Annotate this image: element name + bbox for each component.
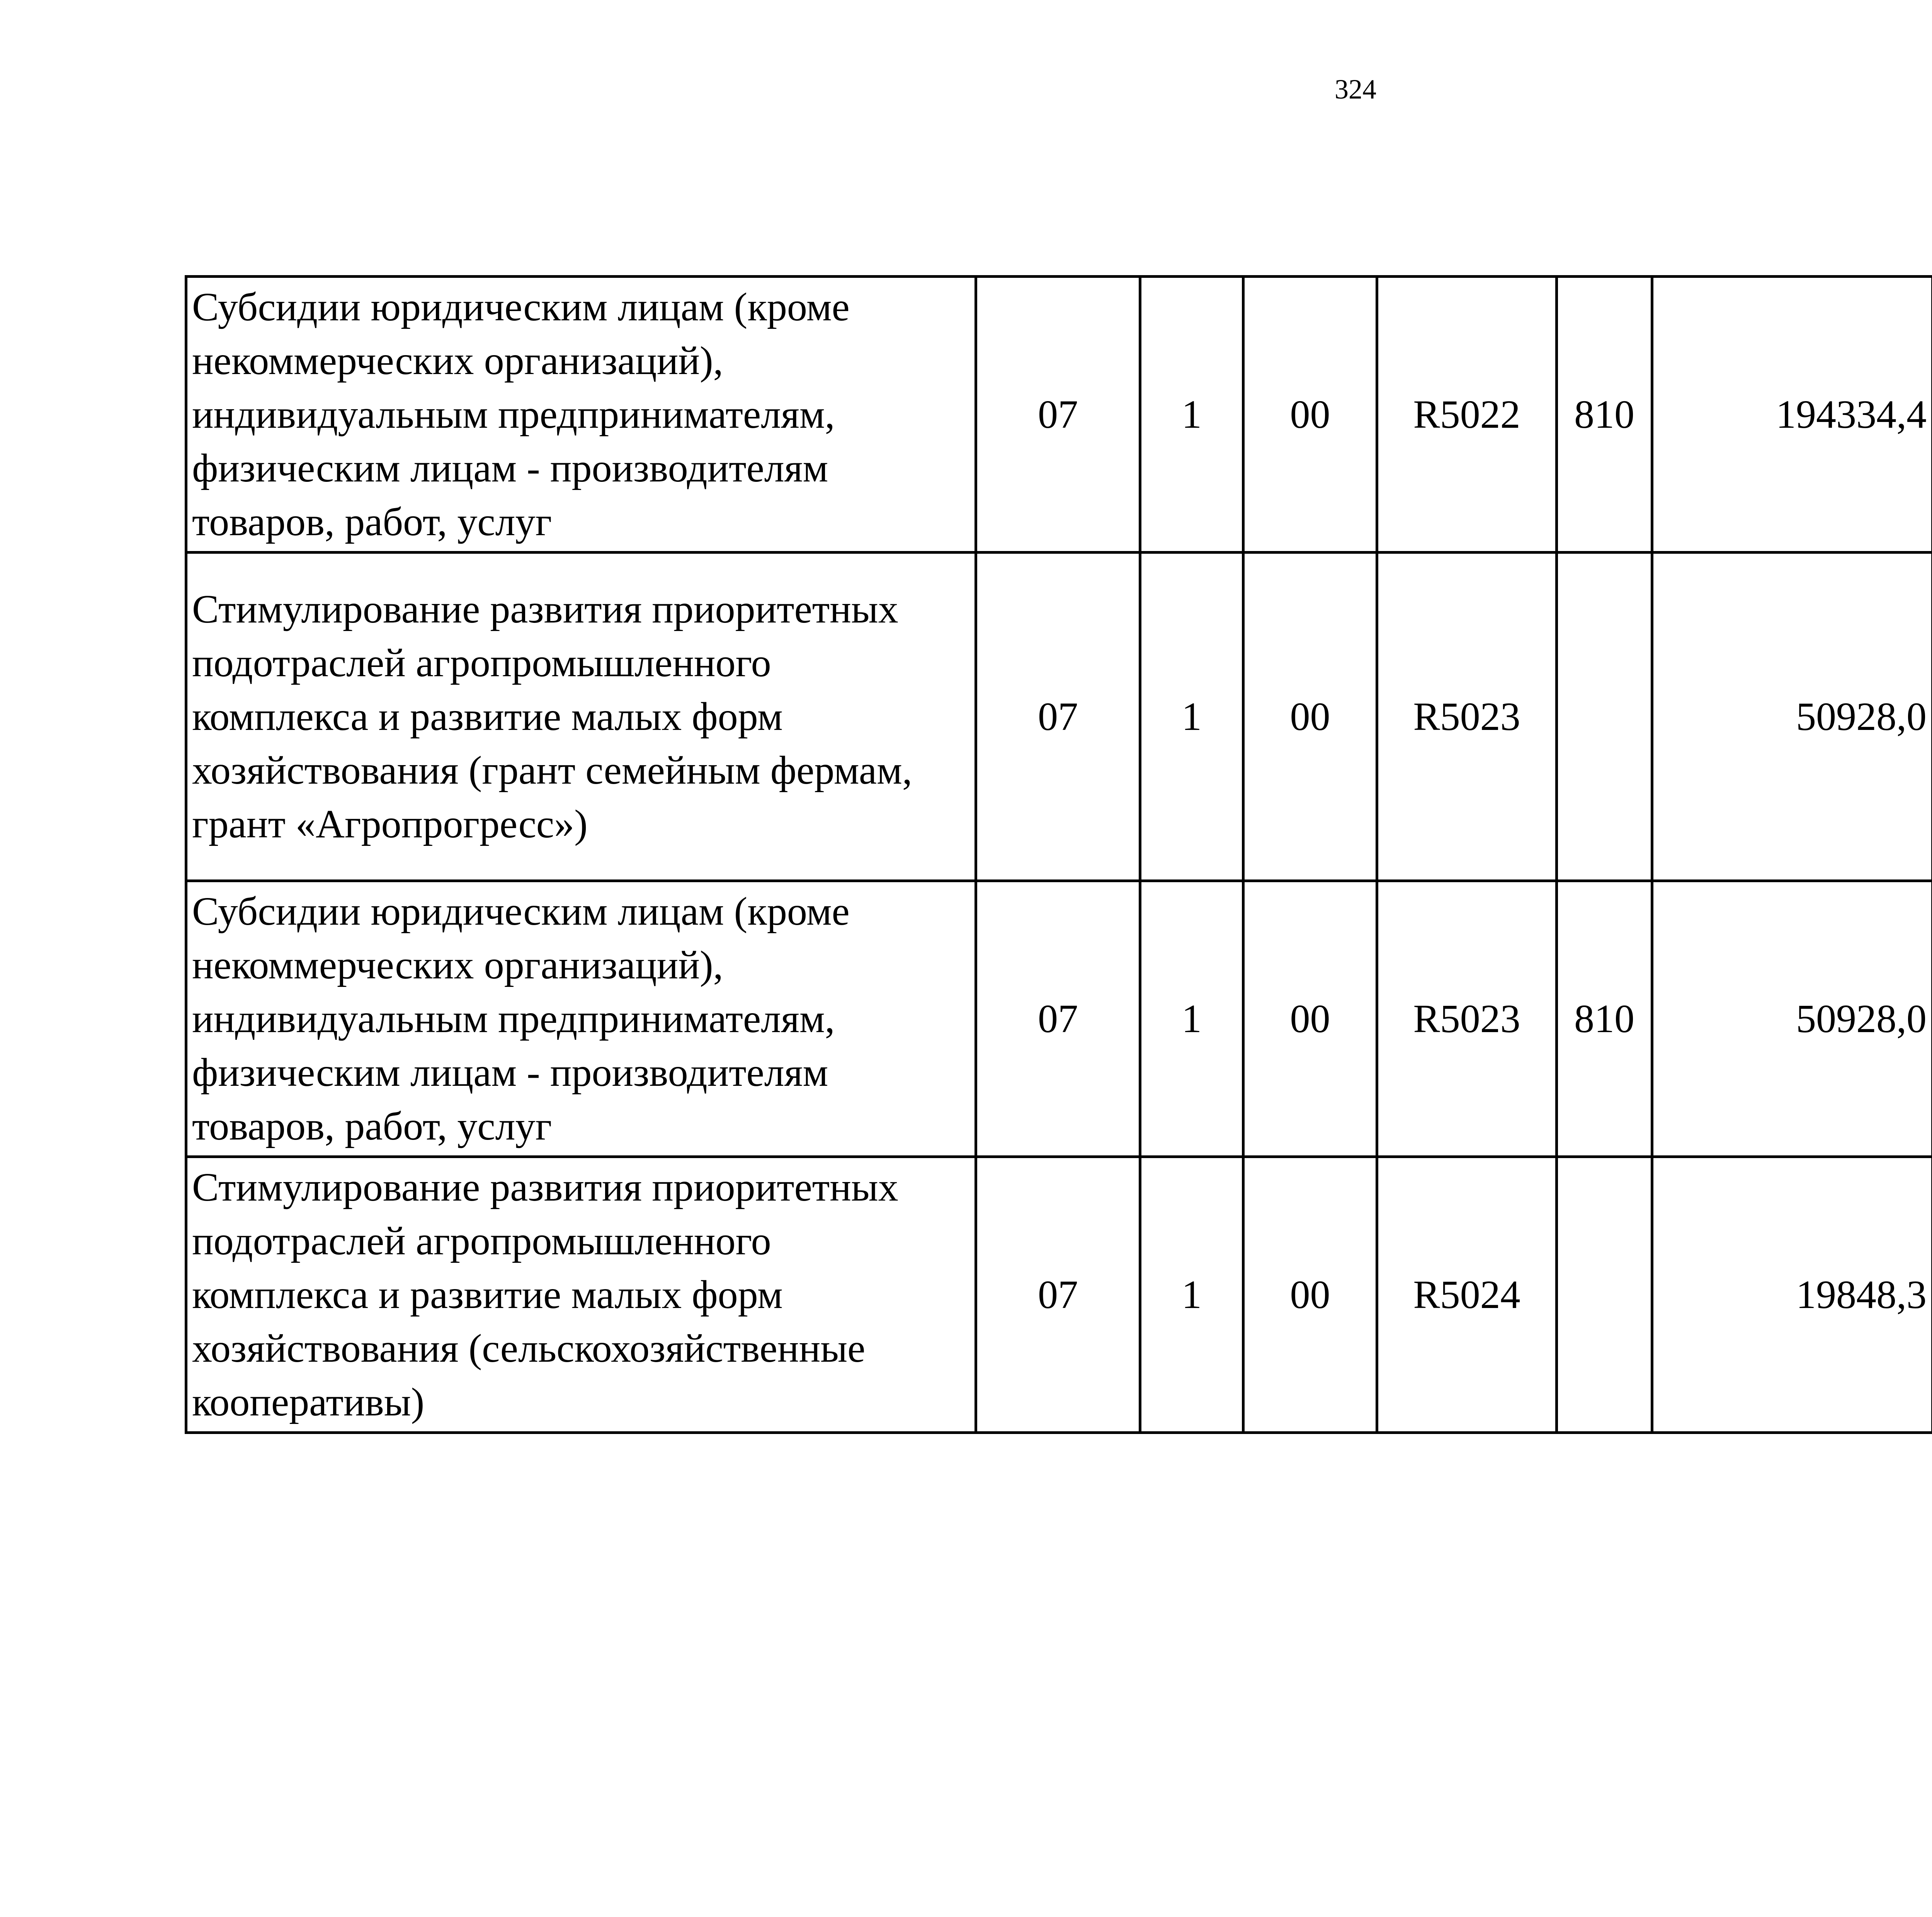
expense-type-code: 810 <box>1557 277 1652 553</box>
table-row <box>186 1157 1932 1433</box>
section-code: 07 <box>976 881 1140 1157</box>
expense-type-code <box>1557 553 1652 881</box>
expense-type-code: 810 <box>1557 881 1652 1157</box>
program-code: 1 <box>1140 881 1243 1157</box>
program-code: 1 <box>1140 277 1243 553</box>
subprogram-code: 00 <box>1243 1157 1377 1433</box>
budget-table <box>185 275 1932 1434</box>
subprogram-code: 00 <box>1243 553 1377 881</box>
page-number: 324 <box>1335 74 1376 105</box>
target-article-code: R5023 <box>1377 881 1557 1157</box>
subprogram-code: 00 <box>1243 277 1377 553</box>
table-row <box>186 881 1932 1157</box>
row-description: Стимулирование развития приоритетных подотраслей агропромышленного комплекса и развитие малых форм хозяйствования (грант семейным фермам, грант «Агропрогресс») <box>186 553 976 881</box>
target-article-code: R5022 <box>1377 277 1557 553</box>
amount-1: 50928,0 <box>1652 553 1932 881</box>
subprogram-code: 00 <box>1243 881 1377 1157</box>
table-row <box>186 553 1932 881</box>
row-description: Стимулирование развития приоритетных подотраслей агропромышленного комплекса и развитие малых форм хозяйствования (сельскохозяйственные кооперативы) <box>186 1157 976 1433</box>
section-code: 07 <box>976 277 1140 553</box>
amount-1: 19848,3 <box>1652 1157 1932 1433</box>
target-article-code: R5023 <box>1377 553 1557 881</box>
section-code: 07 <box>976 1157 1140 1433</box>
row-description: Субсидии юридическим лицам (кроме некоммерческих организаций), индивидуальным предпринимателям, физическим лицам - производителям товаров, работ, услуг <box>186 881 976 1157</box>
expense-type-code <box>1557 1157 1652 1433</box>
amount-1: 50928,0 <box>1652 881 1932 1157</box>
target-article-code: R5024 <box>1377 1157 1557 1433</box>
section-code: 07 <box>976 553 1140 881</box>
program-code: 1 <box>1140 553 1243 881</box>
row-description: Субсидии юридическим лицам (кроме некоммерческих организаций), индивидуальным предпринимателям, физическим лицам - производителям товаров, работ, услуг <box>186 277 976 553</box>
amount-1: 194334,4 <box>1652 277 1932 553</box>
table-row <box>186 277 1932 553</box>
program-code: 1 <box>1140 1157 1243 1433</box>
